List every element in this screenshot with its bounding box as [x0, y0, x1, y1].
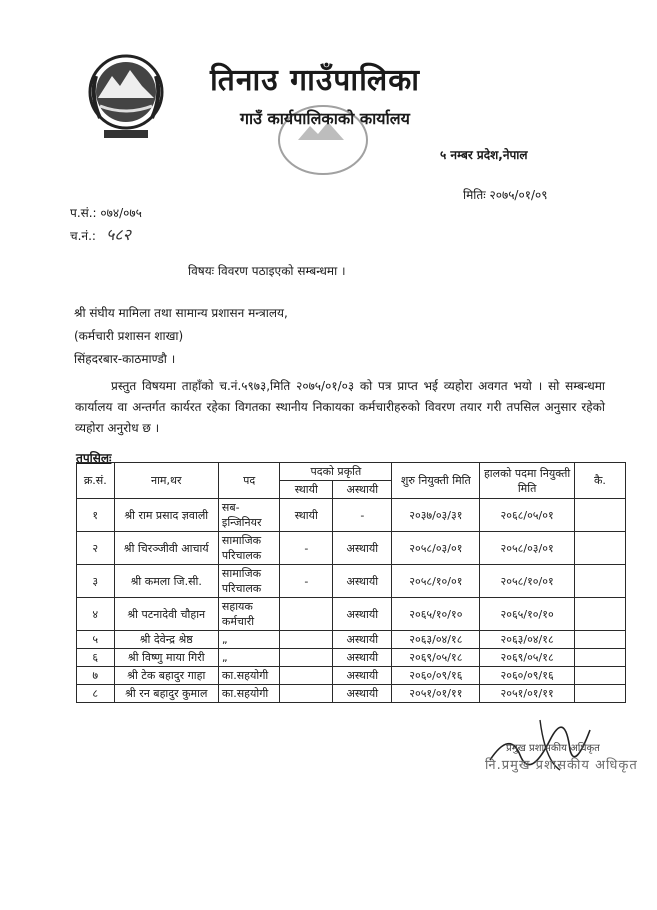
cell-sn: ८ — [77, 685, 115, 703]
dispatch-number: ५८२ — [105, 225, 131, 244]
cell-temporary: अस्थायी — [333, 667, 392, 685]
cell-post: का.सहयोगी — [218, 685, 279, 703]
cell-current-date: २०६८/०५/०१ — [480, 499, 575, 532]
cell-sn: २ — [77, 532, 115, 565]
cell-post: „ — [218, 631, 279, 649]
subject-line: विषयः विवरण पठाइएको सम्बन्धमा । — [188, 264, 346, 278]
cell-remarks — [574, 649, 625, 667]
header-current-date: हालको पदमा नियुक्ती मिति — [480, 463, 575, 499]
cell-post: सामाजिक परिचालक — [218, 532, 279, 565]
signatory-title: प्रमुख प्रशासकीय अधिकृत — [506, 743, 600, 754]
cell-sn: ३ — [77, 565, 115, 598]
header-temporary: अस्थायी — [333, 481, 392, 499]
letter-number: प.सं.: ०७४/०७५ — [70, 206, 142, 220]
cell-remarks — [574, 667, 625, 685]
cell-current-date: २०६३/०४/१८ — [480, 631, 575, 649]
cell-start-date: २०३७/०३/३१ — [392, 499, 480, 532]
cell-permanent — [280, 685, 333, 703]
cell-name: श्री चिरञ्जीवी आचार्य — [114, 532, 218, 565]
table-row — [77, 499, 626, 532]
body-paragraph: प्रस्तुत विषयमा ताहाँको च.नं.५९७३,मिति २०७५/०१/०३ को पत्र प्राप्त भई व्यहोरा अवगत भयो । सो सम्बन्धमा कार्यालय वा अन्तर्गत कार्यरत रहेका विगतका स्थानीय निकायका कर्मचारीहरुको विवरण तयार गरी तपसिल अनुसार रहेको व्यहोरा अनुरोध छ । — [75, 379, 605, 435]
cell-permanent — [280, 598, 333, 631]
header-remarks: कै. — [574, 463, 625, 499]
dispatch-label: च.नं.: — [70, 229, 96, 243]
cell-name: श्री राम प्रसाद ज्ञवाली — [114, 499, 218, 532]
cell-start-date: २०५१/०१/११ — [392, 685, 480, 703]
table-row — [77, 565, 626, 598]
cell-sn: १ — [77, 499, 115, 532]
cell-permanent: - — [280, 532, 333, 565]
table-row — [77, 667, 626, 685]
cell-remarks — [574, 532, 625, 565]
dispatch-number-line — [70, 223, 131, 245]
table-row — [77, 532, 626, 565]
cell-current-date: २०६०/०९/१६ — [480, 667, 575, 685]
cell-start-date: २०५८/०३/०१ — [392, 532, 480, 565]
cell-name: श्री रन बहादुर कुमाल — [114, 685, 218, 703]
cell-sn: ५ — [77, 631, 115, 649]
header-sn: क्र.सं. — [77, 463, 115, 499]
table-row — [77, 598, 626, 631]
cell-remarks — [574, 565, 625, 598]
cell-remarks — [574, 631, 625, 649]
cell-post: सब-इन्जिनियर — [218, 499, 279, 532]
cell-name: श्री विष्णु माया गिरी — [114, 649, 218, 667]
cell-temporary: अस्थायी — [333, 685, 392, 703]
cell-post: सहायक कर्मचारी — [218, 598, 279, 631]
cell-current-date: २०६५/१०/१० — [480, 598, 575, 631]
header-nature: पदको प्रकृति — [280, 463, 392, 481]
table-row — [77, 649, 626, 667]
cell-start-date: २०६९/०५/१८ — [392, 649, 480, 667]
table-row — [77, 631, 626, 649]
cell-start-date: २०६०/०९/१६ — [392, 667, 480, 685]
cell-permanent: - — [280, 565, 333, 598]
cell-start-date: २०६५/१०/१० — [392, 598, 480, 631]
cell-temporary: - — [333, 499, 392, 532]
header-name: नाम,थर — [114, 463, 218, 499]
cell-remarks — [574, 598, 625, 631]
municipality-emblem — [86, 46, 166, 150]
cell-permanent: स्थायी — [280, 499, 333, 532]
cell-temporary: अस्थायी — [333, 649, 392, 667]
cell-sn: ७ — [77, 667, 115, 685]
cell-start-date: २०५८/१०/०१ — [392, 565, 480, 598]
cell-name: श्री कमला जि.सी. — [114, 565, 218, 598]
cell-sn: ६ — [77, 649, 115, 667]
cell-temporary: अस्थायी — [333, 631, 392, 649]
staff-table — [76, 462, 626, 703]
cell-current-date: २०५८/०३/०१ — [480, 532, 575, 565]
cell-post: सामाजिक परिचालक — [218, 565, 279, 598]
cell-name: श्री टेक बहादुर गाहा — [114, 667, 218, 685]
signatory-stamp: नि.प्रमुख प्रशासकीय अधिकृत — [485, 758, 638, 773]
cell-post: का.सहयोगी — [218, 667, 279, 685]
header-start-date: शुरु नियुक्ती मिति — [392, 463, 480, 499]
address-line-2: (कर्मचारी प्रशासन शाखा) — [74, 329, 184, 343]
office-subtitle: गाउँ कार्यपालिकाको कार्यालय — [240, 109, 410, 128]
staff-table-body — [77, 499, 626, 703]
letter-date: मितिः २०७५/०१/०९ — [463, 188, 548, 202]
cell-permanent — [280, 631, 333, 649]
cell-current-date: २०५१/०१/११ — [480, 685, 575, 703]
cell-post: „ — [218, 649, 279, 667]
cell-permanent — [280, 667, 333, 685]
province-line: ५ नम्बर प्रदेश,नेपाल — [440, 148, 528, 162]
cell-current-date: २०५८/१०/०१ — [480, 565, 575, 598]
cell-current-date: २०६९/०५/१८ — [480, 649, 575, 667]
cell-start-date: २०६३/०४/१८ — [392, 631, 480, 649]
address-line-3: सिंहदरबार-काठमाण्डौ । — [74, 352, 176, 366]
cell-temporary: अस्थायी — [333, 532, 392, 565]
cell-sn: ४ — [77, 598, 115, 631]
cell-temporary: अस्थायी — [333, 598, 392, 631]
office-name: तिनाउ गाउँपालिका — [210, 63, 421, 98]
cell-name: श्री पटनादेवी चौहान — [114, 598, 218, 631]
cell-name: श्री देवेन्द्र श्रेष्ठ — [114, 631, 218, 649]
cell-remarks — [574, 499, 625, 532]
header-post: पद — [218, 463, 279, 499]
table-caption: तपसिलः — [76, 451, 112, 465]
cell-permanent — [280, 649, 333, 667]
header-permanent: स्थायी — [280, 481, 333, 499]
address-line-1: श्री संघीय मामिला तथा सामान्य प्रशासन मन्त्रालय, — [74, 306, 288, 320]
cell-temporary: अस्थायी — [333, 565, 392, 598]
